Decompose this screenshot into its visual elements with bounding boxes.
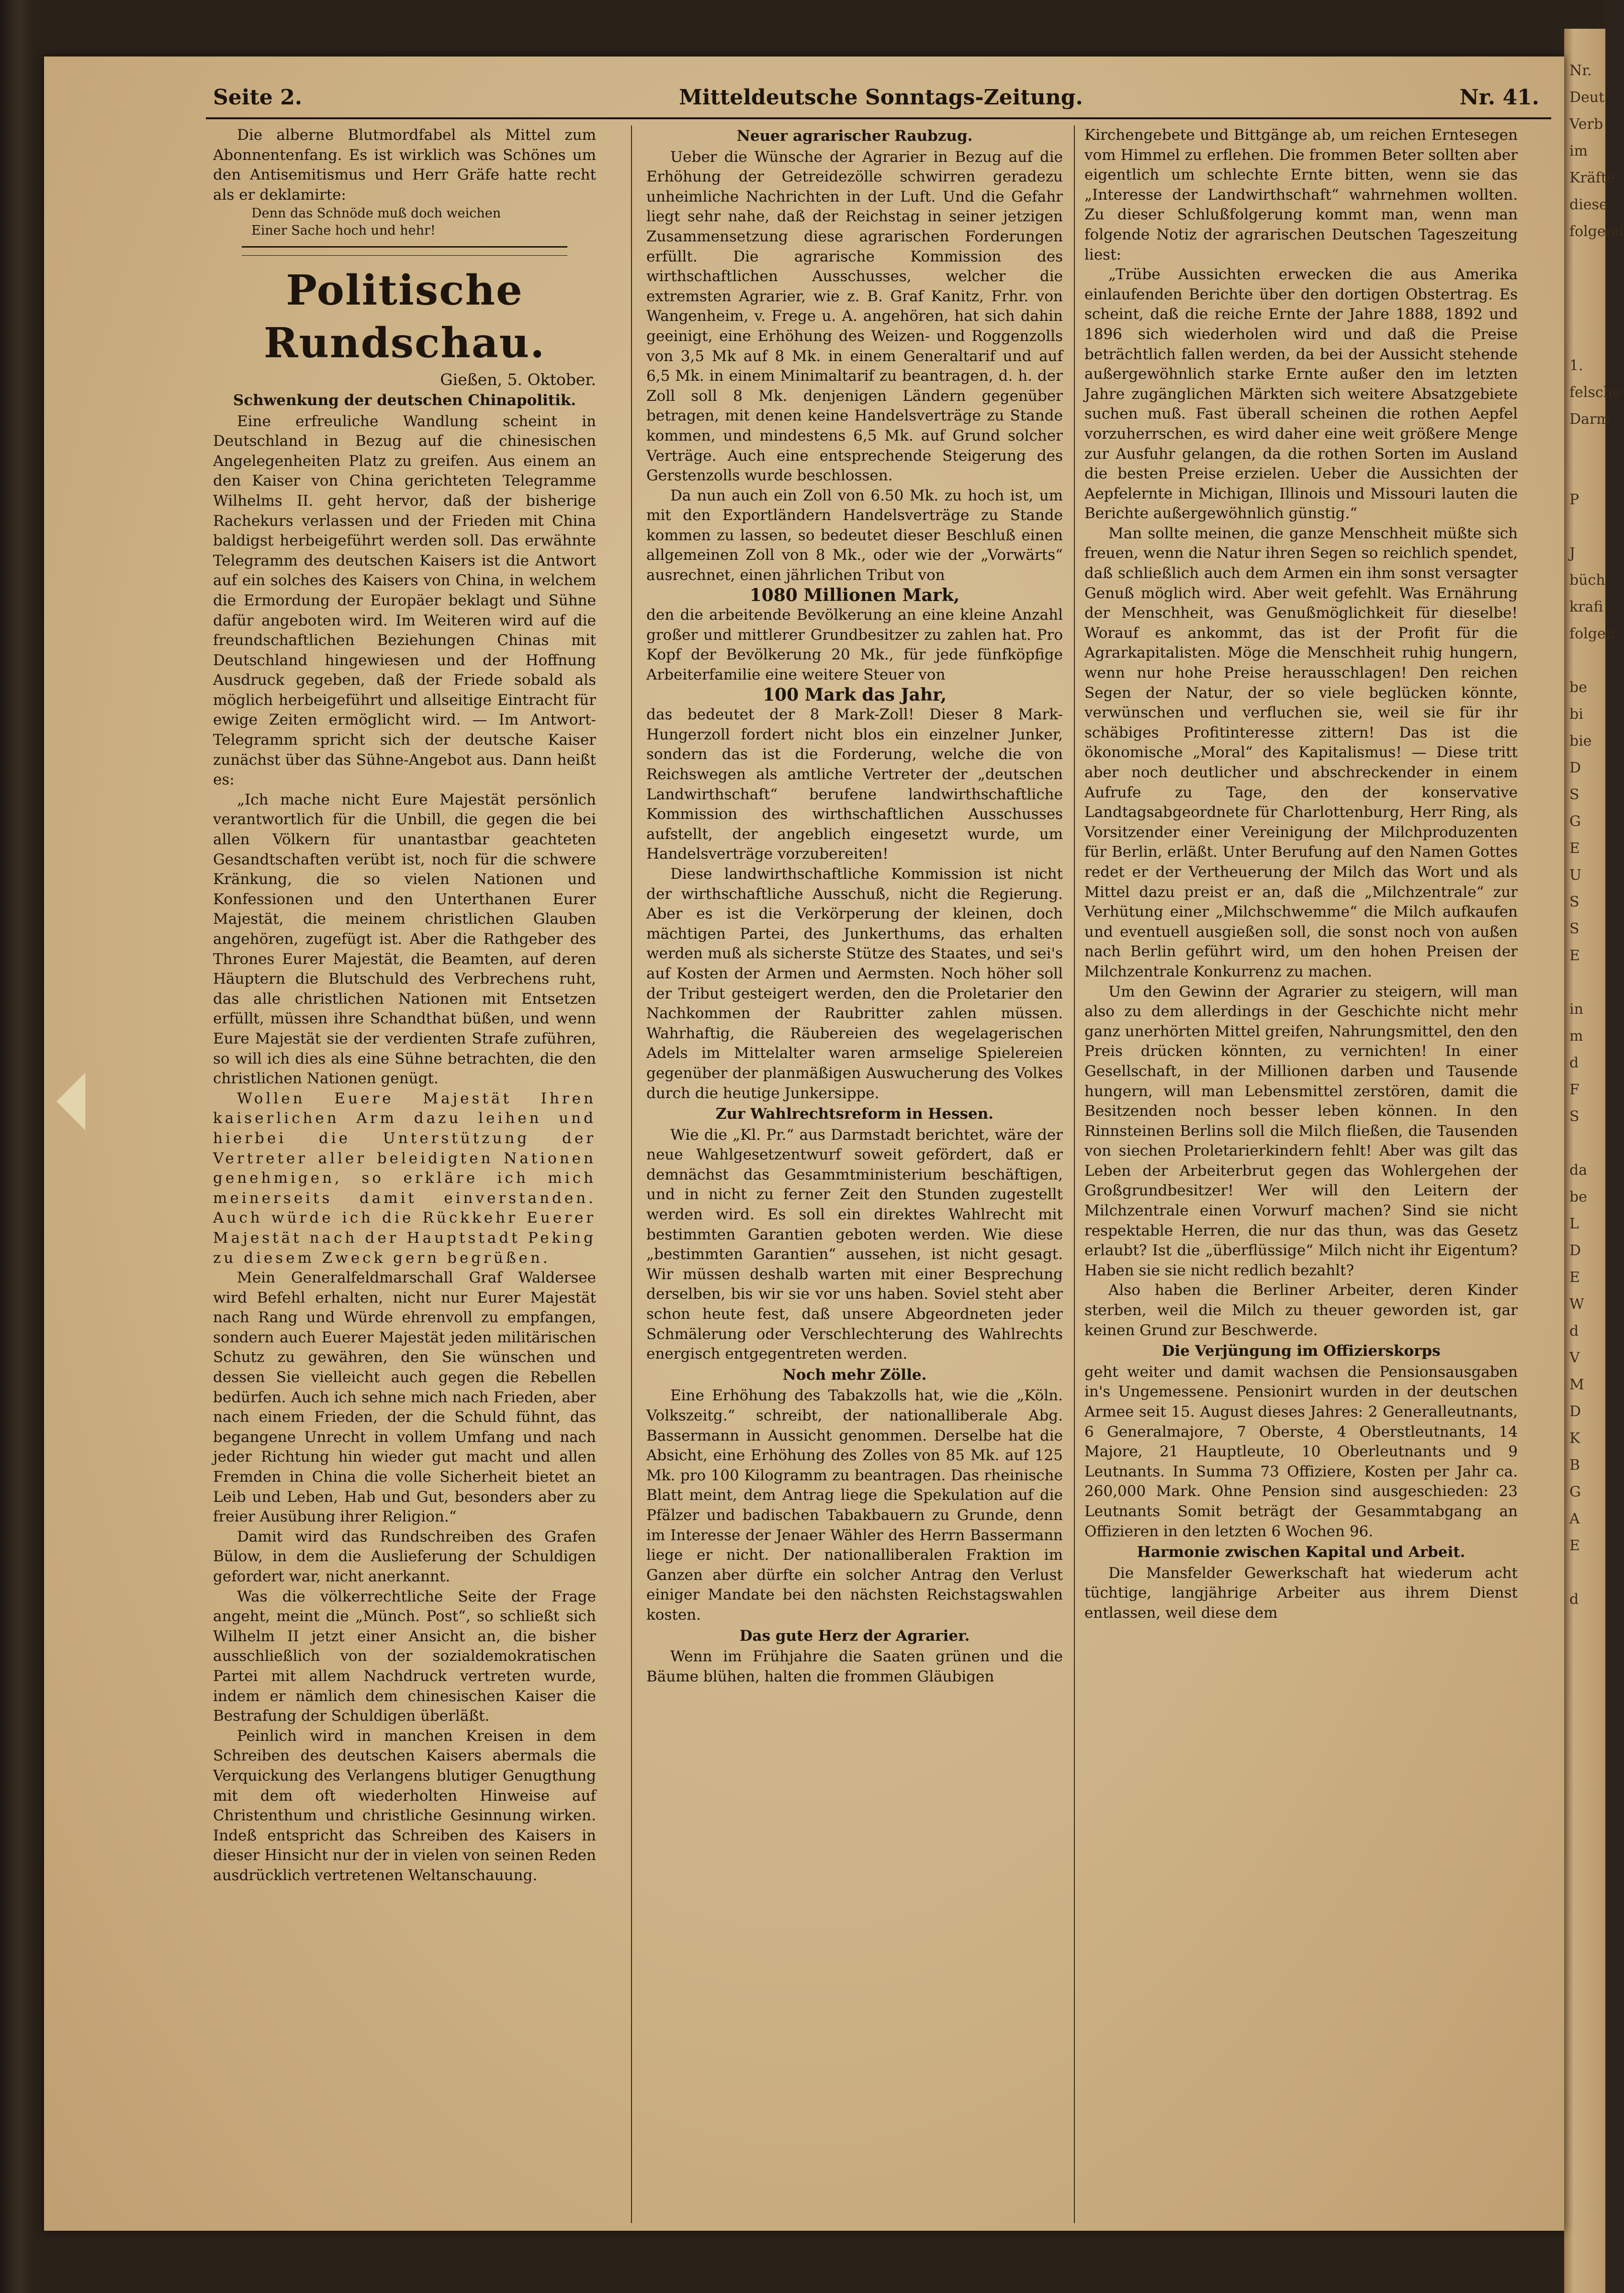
article-paragraph: Eine Erhöhung des Tabakzolls hat, wie die „Köln. Volkszeitg.“ schreibt, der nationalliberale Abg. Bassermann in Aussicht genommen. Derselbe hat die Absicht, eine Erhöhung des Zolles von 85 Mk. auf 125 Mk. pro 100 Kilogramm zu beantragen. Das rheinische Blatt meint, dem Antrag liege die Spekulation auf die Pfälzer und badischen Tabakbauern zu Grunde, denn im Interesse der Jenaer Wähler des Herrn Bassermann liege er nicht. Der nationalliberalen Fraktion im Ganzen aber dürfte ein solcher Antrag den Verlust einiger Mandate bei den nächsten Reichstagswahlen kosten. [646,1387,1063,1623]
column-divider [631,125,632,2223]
article-paragraph: Also haben die Berliner Arbeiter, deren Kinder sterben, weil die Milch zu theuer geworden ist, gar keinen Grund zur Beschwerde. [1084,1282,1518,1339]
article-paragraph: Wollen Euere Majestät Ihren kaiserlichen Arm dazu leihen und hierbei die Unterstützung der Vertreter aller beleidigten Nationen genehmigen, so erkläre ich mich meinerseits damit einverstanden. Auch würde ich die Rückkehr Euerer Majestät nach der Hauptstadt Peking zu diesem Zweck gern begrüßen. [213,1090,596,1267]
issue-number: Nr. 41. [1459,85,1539,110]
article-heading: Neuer agrarischer Raubzug. [736,127,973,145]
article-paragraph: Was die völkerrechtliche Seite der Frage angeht, meint die „Münch. Post“, so schließt sich Wilhelm II jetzt einer Ansicht an, die bisher ausschließlich von der sozialdemokratischen Partei mit allem Nachdruck vertreten wurde, indem er nämlich dem chinesischen Kaiser die Bestrafung der Schuldigen überläßt. [213,1588,596,1725]
emphasis-line: 1080 Millionen Mark, [749,585,960,605]
article-heading: Harmonie zwischen Kapital und Arbeit. [1137,1544,1466,1561]
section-title: Politische Rundschau. [263,266,546,368]
verse-line: Einer Sache hoch und hehr! [251,223,436,238]
article-paragraph: Damit wird das Rundschreiben des Grafen Bülow, in dem die Auslieferung der Schuldigen gefordert war, nicht anerkannt. [213,1528,596,1585]
header-rule [206,117,1551,119]
adjacent-page-text: Nr. Deut Verb im Kräfte diese folgend 1. felsche Darm P J büch krafi folgen be bi bie D S G E U S S E in m d F S da be L D E W d V M D K B G A E d [1569,62,1624,1608]
column-2 [646,125,1063,2223]
article-paragraph: Wenn im Frühjahre die Saaten grünen und die Bäume blühen, halten die frommen Gläubigen [646,1648,1063,1685]
article-paragraph: Die Mansfelder Gewerkschaft hat wiederum acht tüchtige, langjährige Arbeiter aus ihrem Dienst entlassen, weil diese dem [1084,1564,1518,1622]
article-paragraph: Peinlich wird in manchen Kreisen in dem Schreiben des deutschen Kaisers abermals die Verquickung des Verlangens blutiger Genugthung mit dem oft wiederholten Hinweise auf Christenthum und christliche Gesinnung wirken. Indeß entspricht das Schreiben des Kaisers in dieser Hinsicht nur der in vielen von seinen Reden ausdrücklich vertretenen Weltanschauung. [213,1727,596,1884]
article-paragraph: „Trübe Aussichten erwecken die aus Amerika einlaufenden Berichte über den dortigen Obstertrag. Es scheint, daß die reiche Ernte der Jahre 1888, 1892 und 1896 sich wiederholen wird und daß die Preise beträchtlich fallen werden, da bei der Aussicht stehende außergewöhnlich starke Ernte außer den im letzten Jahre zugänglichen Märkten sich weitere Absatzgebiete suchen muß. Fast überall scheinen die rothen Aepfel vorzuherrschen, es wird daher eine weit größere Menge zur Ausfuhr gelangen, da die rothen Sorten im Ausland die besten Preise erzielen. Ueber die Aussichten der Aepfelernte in Michigan, Illinois und Missouri lauten die Berichte außergewöhnlich günstig.“ [1084,266,1518,522]
running-header [213,85,1549,119]
newspaper-title: Mitteldeutsche Sonntags-Zeitung. [679,85,1083,110]
article-heading: Zur Wahlrechtsreform in Hessen. [715,1105,994,1123]
article-heading: Das gute Herz der Agrarier. [739,1627,970,1645]
article-paragraph: Man sollte meinen, die ganze Menschheit müßte sich freuen, wenn die Natur ihren Segen so reichlich spendet, daß schließlich auch dem Armen ein ihm sonst versagter Genuß möglich wird. Aber weit gefehlt. Was Ernährung der Menschheit, was Genußmöglichkeit für dieselbe! Worauf es ankommt, das ist der Profit für die Agrarkapitalisten. Möge die Menschheit ruhig hungern, wenn nur hohe Preise herausschlagen! Den reichen Segen der Natur, der so viele beglücken könnte, verwünschen und verfluchen sie, weil sie für ihr schäbiges Profitinteresse zittern! Das ist die ökonomische „Moral“ des Kapitalismus! — Diese tritt aber noch deutlicher und abschreckender in einem Aufrufe zu Tage, den der konservative Landtagsabgeordnete für Charlottenburg, Herr Ring, als Vorsitzender einer Vereinigung der Milchproduzenten für Berlin, erläßt. Unter Berufung auf den Namen Gottes redet er der Vertheuerung der Milch das Wort und als Mittel dazu preist er an, daß die „Milchzentrale“ zur Verhütung einer „Milchschwemme“ die Milch aufkaufen und eventuell ausgießen soll, die sonst noch von außen nach Berlin geführt wird, um den hohen Preisen der Milchzentrale Konkurrenz zu machen. [1084,524,1518,980]
article-heading: Noch mehr Zölle. [782,1366,927,1384]
article-paragraph: Diese landwirthschaftliche Kommission ist nicht der wirthschaftliche Ausschuß, nicht die Regierung. Aber es ist die Verkörperung der kleinen, doch mächtigen Partei, des Junkerthums, das erhalten werden muß als sicherste Stütze des Staates, und sei's auf Kosten der Armen und Aermsten. Noch höher soll der Tribut gesteigert werden, den die Proletarier den Nachkommen der Raubritter zahlen müssen. Wahrhaftig, die Räubereien des wegelagerischen Adels im Mittelalter waren armselige Spielereien gegenüber der planmäßigen Auswucherung des Volkes durch die heutige Junkersippe. [646,865,1063,1102]
article-paragraph: das bedeutet der 8 Mark-Zoll! Dieser 8 Mark-Hungerzoll fordert nicht blos ein einzelner Junker, sondern das ist die Forderung, welche die von Reichswegen als amtliche Vertreter der „deutschen Landwirthschaft“ berufene landwirthschaftliche Kommission des wirthschaftlichen Ausschusses aufstellt, der angeblich eingesetzt wurde, um Handelsverträge vorzubereiten! [646,706,1063,863]
column-1 [213,125,596,2223]
column-divider [1074,125,1075,2223]
article-paragraph: „Ich mache nicht Eure Majestät persönlich verantwortlich für die Unbill, die gegen die bei allen Völkern für unantastbar geachteten Gesandtschaften verübt ist, noch für die schwere Kränkung, die so vielen Nationen und Konfessionen und den Unterthanen Eurer Majestät, die meinem christlichen Glauben angehören, zugefügt ist. Aber die Rathgeber des Thrones Eurer Majestät, die Beamten, auf deren Häuptern die Blutschuld des Verbrechens ruht, das alle christlichen Nationen mit Entsetzen erfüllt, müssen ihre Schandthat büßen, und wenn Eure Majestät sie der verdienten Strafe zuführen, so will ich dies als eine Sühne betrachten, die den christlichen Nationen genügt. [213,791,596,1088]
article-paragraph: Kirchengebete und Bittgänge ab, um reichen Erntesegen vom Himmel zu erflehen. Die frommen Beter sollten aber eigentlich um schlechte Ernte bitten, wenn sie das „Interesse der Landwirthschaft“ wahrnehmen wollten. Zu dieser Schlußfolgerung kommt man, wenn man folgende Notiz der agrarischen Deutschen Tageszeitung liest: [1084,126,1518,263]
article-paragraph: Wie die „Kl. Pr.“ aus Darmstadt berichtet, wäre der neue Wahlgesetzentwurf soweit gefördert, daß er demnächst das Gesammtministerium beschäftigen, und in nicht zu ferner Zeit den Stunden zugestellt werden wird. Es soll ein direktes Wahlrecht mit bestimmten Garantien geboten werden. Wie diese „bestimmten Garantien“ aussehen, ist nicht gesagt. Wir müssen deshalb warten mit einer Besprechung derselben, bis wir sie vor uns haben. Soviel steht aber schon heute fest, daß unsere Abgeordneten jeder Schmälerung oder Verschlechterung des Wahlrechts energisch entgegentreten werden. [646,1126,1063,1363]
article-paragraph: Um den Gewinn der Agrarier zu steigern, will man also zu dem allerdings in der Geschichte nicht mehr ganz unerhörten Mittel greifen, Nahrungsmittel, den den Preis drücken könnten, zu vernichten! In einer Gesellschaft, in der Millionen darben und Tausende hungern, will man Lebensmittel zerstören, damit die Besitzenden noch besser leben können. In den Rinnsteinen Berlins soll die Milch fließen, die Tausenden von siechen Proletarierkindern fehlt! Aber was gilt das Leben der Arbeiterbrut gegen das Wohlergehen der Großgrundbesitzer! Wer will den Leitern der Milchzentrale einen Vorwurf machen? Sind sie nicht respektable Herren, die nur das thun, was das Gesetz erlaubt? Ist die „überflüssige“ Milch nicht ihr Eigentum? Haben sie sie nicht redlich bezahlt? [1084,983,1518,1279]
article-paragraph: Da nun auch ein Zoll von 6.50 Mk. zu hoch ist, um mit den Exportländern Handelsverträge zu Stande kommen zu lassen, so bedeutet dieser Beschluß einen allgemeinen Zoll von 8 Mk., oder wie der „Vorwärts“ ausrechnet, einen jährlichen Tribut von [646,487,1063,584]
article-paragraph: Mein Generalfeldmarschall Graf Waldersee wird Befehl erhalten, nicht nur Eurer Majestät nach Rang und Würde ehrenvoll zu empfangen, sondern auch Euerer Majestät jeden militärischen Schutz zu gewähren, den Sie wünschen und dessen Sie vielleicht auch gegen die Rebellen bedürfen. Auch ich sehne mich nach Frieden, aber nach einem Frieden, der die Schuld fühnt, das begangene Unrecht in vollem Umfang und nach jeder Richtung hin wieder gut macht und allen Fremden in China die volle Sicherheit bietet an Leib und Leben, Hab und Gut, besonders aber zu freier Ausübung ihrer Religion.“ [213,1269,596,1526]
intro-paragraph: Die alberne Blutmordfabel als Mittel zum Abonnentenfang. Es ist wirklich was Schönes um den Antisemitismus und Herr Gräfe hatte recht als er deklamirte: [213,126,596,204]
verse-line: Denn das Schnöde muß doch weichen [251,206,501,221]
page-number: Seite 2. [213,85,303,110]
dateline: Gießen, 5. Oktober. [440,370,596,389]
article-heading: Schwenkung der deutschen Chinapolitik. [233,391,576,409]
article-paragraph: den die arbeitende Bevölkerung an eine kleine Anzahl großer und mittlerer Grundbesitzer zu zahlen hat. Pro Kopf der Bevölkerung 20 Mk., für jede fünfköpfige Arbeiterfamilie eine weitere Steuer von [646,606,1063,684]
article-paragraph: Eine erfreuliche Wandlung scheint in Deutschland in Bezug auf die chinesischen Angelegenheiten Platz zu greifen. Aus einem an den Kaiser von China gerichteten Telegramme Wilhelms II. geht hervor, daß der bisherige Rachekurs verlassen und der Frieden mit China baldigst herbeigeführt werden soll. Das erwähnte Telegramm des deutschen Kaisers ist die Antwort auf ein solches des Kaisers von China, in welchem die Ermordung der Europäer beklagt und Sühne dafür angeboten wird. Im Weiteren wird auf die freundschaftlichen Beziehungen Chinas mit Deutschland hingewiesen und der Hoffnung Ausdruck gegeben, daß der Friede sobald als möglich herbeigeführt und allseitige Eintracht für ewige Zeiten ermöglicht wird. — Im Antwort-Telegramm spricht sich der deutsche Kaiser zunächst über das Sühne-Angebot aus. Dann heißt es: [213,412,596,789]
column-3 [1084,125,1518,2223]
article-paragraph: Ueber die Wünsche der Agrarier in Bezug auf die Erhöhung der Getreidezölle schwirren geradezu unheimliche Nachrichten in der Luft. Und die Gefahr liegt sehr nahe, daß der Reichstag in seiner jetzigen Zusammensetzung diese agrarischen Forderungen erfüllt. Die agrarische Kommission des wirthschaftlichen Ausschusses, welcher die extremsten Agrarier, wie z. B. Graf Kanitz, Frhr. von Wangenheim, v. Frege u. A. angehören, hat sich dahin geeinigt, eine Erhöhung des Weizen- und Roggenzolls von 3,5 Mk auf 8 Mk. in einem Generaltarif und auf 6,5 Mk. in einem Minimaltarif zu beantragen, d. h. der Zoll soll 8 Mk. denjenigen Ländern gegenüber betragen, mit denen keine Handelsverträge zu Stande kommen, und mindestens 6,5 Mk. auf Grund solcher Verträge. Auch eine entsprechende Steigerung des Gerstenzolls wurde beschlossen. [646,148,1063,485]
emphasis-line: 100 Mark das Jahr, [762,684,947,705]
article-paragraph: geht weiter und damit wachsen die Pensionsausgaben in's Ungemessene. Pensionirt wurden in der deutschen Armee seit 15. August dieses Jahres: 2 Generalleutnants, 6 Generalmajore, 7 Oberste, 4 Oberstleutnants, 14 Majore, 21 Hauptleute, 10 Oberleutnants und 9 Leutnants. In Summa 73 Offiziere, Kosten per Jahr ca. 260,000 Mark. Ohne Pension sind ausgeschieden: 23 Leutnants Somit beträgt der Gesammtabgang an Offizieren in den letzten 6 Wochen 96. [1084,1363,1518,1540]
section-rule [242,246,567,256]
article-heading: Die Verjüngung im Offizierskorps [1162,1342,1441,1360]
